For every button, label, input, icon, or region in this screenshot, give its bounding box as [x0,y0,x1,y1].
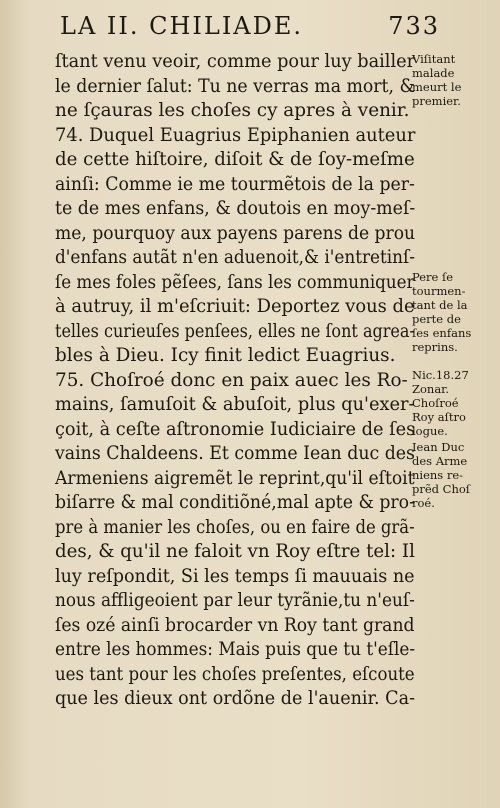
text-line: me, pourquoy aux payens parens de prou [55,222,416,244]
margin-note-line: tourmen- [412,284,466,298]
text-line: telles curieuſes penſees, elles ne ſont agrea- [55,320,415,342]
margin-note-line: Viſitant [412,52,456,66]
text-line: ſes ozé ainſi brocarder vn Roy tant grand [55,614,415,636]
text-line: mains, ſamuſoit & abuſoit, plus qu'exer- [55,394,415,415]
text-line: d'enfans autãt n'en aduenoit,& i'entretinſ- [55,247,415,268]
margin-note-line: Choſroé [412,396,459,410]
margin-note-line: Zonar. [412,382,450,396]
text-line: nous affligeoient par leur tyrãnie,tu n'euſ- [55,590,415,611]
text-line: çoit, à ceſte aſtronomie Iudiciaire de ſes [55,418,416,440]
margin-note-line: malade [412,66,455,80]
margin-note-jean-duc [412,440,496,510]
text-line: luy reſpondit, Si les temps ſi mauuais ne [55,565,415,587]
text-line: des, & qu'il ne faloit vn Roy eſtre tel: Il [55,541,415,562]
text-line: de cette hiſtoire, diſoit & de ſoy-meſme [55,149,415,170]
page-header [60,10,440,46]
margin-note-line: meurt le [412,80,462,94]
margin-note-line: roé. [412,496,435,510]
text-line: ſe mes foles pẽſees, ſans les communiquer [55,271,415,293]
margin-note-line: niens re- [412,468,464,482]
margin-note-line: ſes enfans [412,326,472,340]
text-line: biſarre & mal conditiõné,mal apte & pro- [55,492,415,513]
text-line: pre à manier les choſes, ou en faire de grã- [55,516,415,538]
page-number: 733 [388,12,440,40]
margin-note-line: Roy aſtro [412,410,466,424]
margin-note-line: Nic.18.27 [412,368,469,382]
text-line: Armeniens aigremẽt le reprint,qu'il eſtoit [55,467,415,489]
text-line: à autruy, il m'eſcriuit: Deportez vous de [55,296,415,317]
text-line: entre les hommes: Mais puis que tu t'eſle- [55,639,416,660]
margin-note-line: logue. [412,424,448,438]
margin-note-line: Pere ſe [412,270,454,284]
margin-note-visiting-sick [412,52,496,108]
text-line: 74. Duquel Euagrius Epiphanien auteur [55,124,416,146]
margin-note-line: des Arme [412,454,468,468]
text-line: ues tant pour les choſes preſentes, eſcoute [55,663,415,685]
margin-note-chosroe-astrologer [412,368,496,438]
text-line: ne ſçauras les choſes cy apres à venir. [55,100,410,121]
text-line: que les dieux ont ordõne de l'auenir. Ca- [55,688,415,709]
text-line: ainſi: Comme ie me tourmẽtois de la per- [55,173,415,195]
text-line: 75. Choſroé donc en paix auec les Ro- [55,369,408,391]
main-text-column [55,50,415,712]
text-line: bles à Dieu. Icy finit ledict Euagrius. [55,345,396,366]
margin-note-line: reprins. [412,340,458,354]
text-line: ſtant venu veoir, comme pour luy bailler [55,51,416,72]
text-line: te de mes enfans, & doutois en moy-meſ- [55,198,416,219]
margin-note-father-tormented [412,270,496,354]
running-title: LA II. CHILIADE. [60,12,304,40]
margin-note-line: perte de [412,312,461,326]
margin-note-line: tant de la [412,298,468,312]
text-line: vains Chaldeens. Et comme Iean duc des [55,443,415,464]
text-line: le dernier ſalut: Tu ne verras ma mort, & [55,75,415,97]
margin-note-line: Iean Duc [412,440,465,454]
margin-note-line: prẽd Choſ [412,482,471,496]
margin-note-line: premier. [412,94,461,108]
